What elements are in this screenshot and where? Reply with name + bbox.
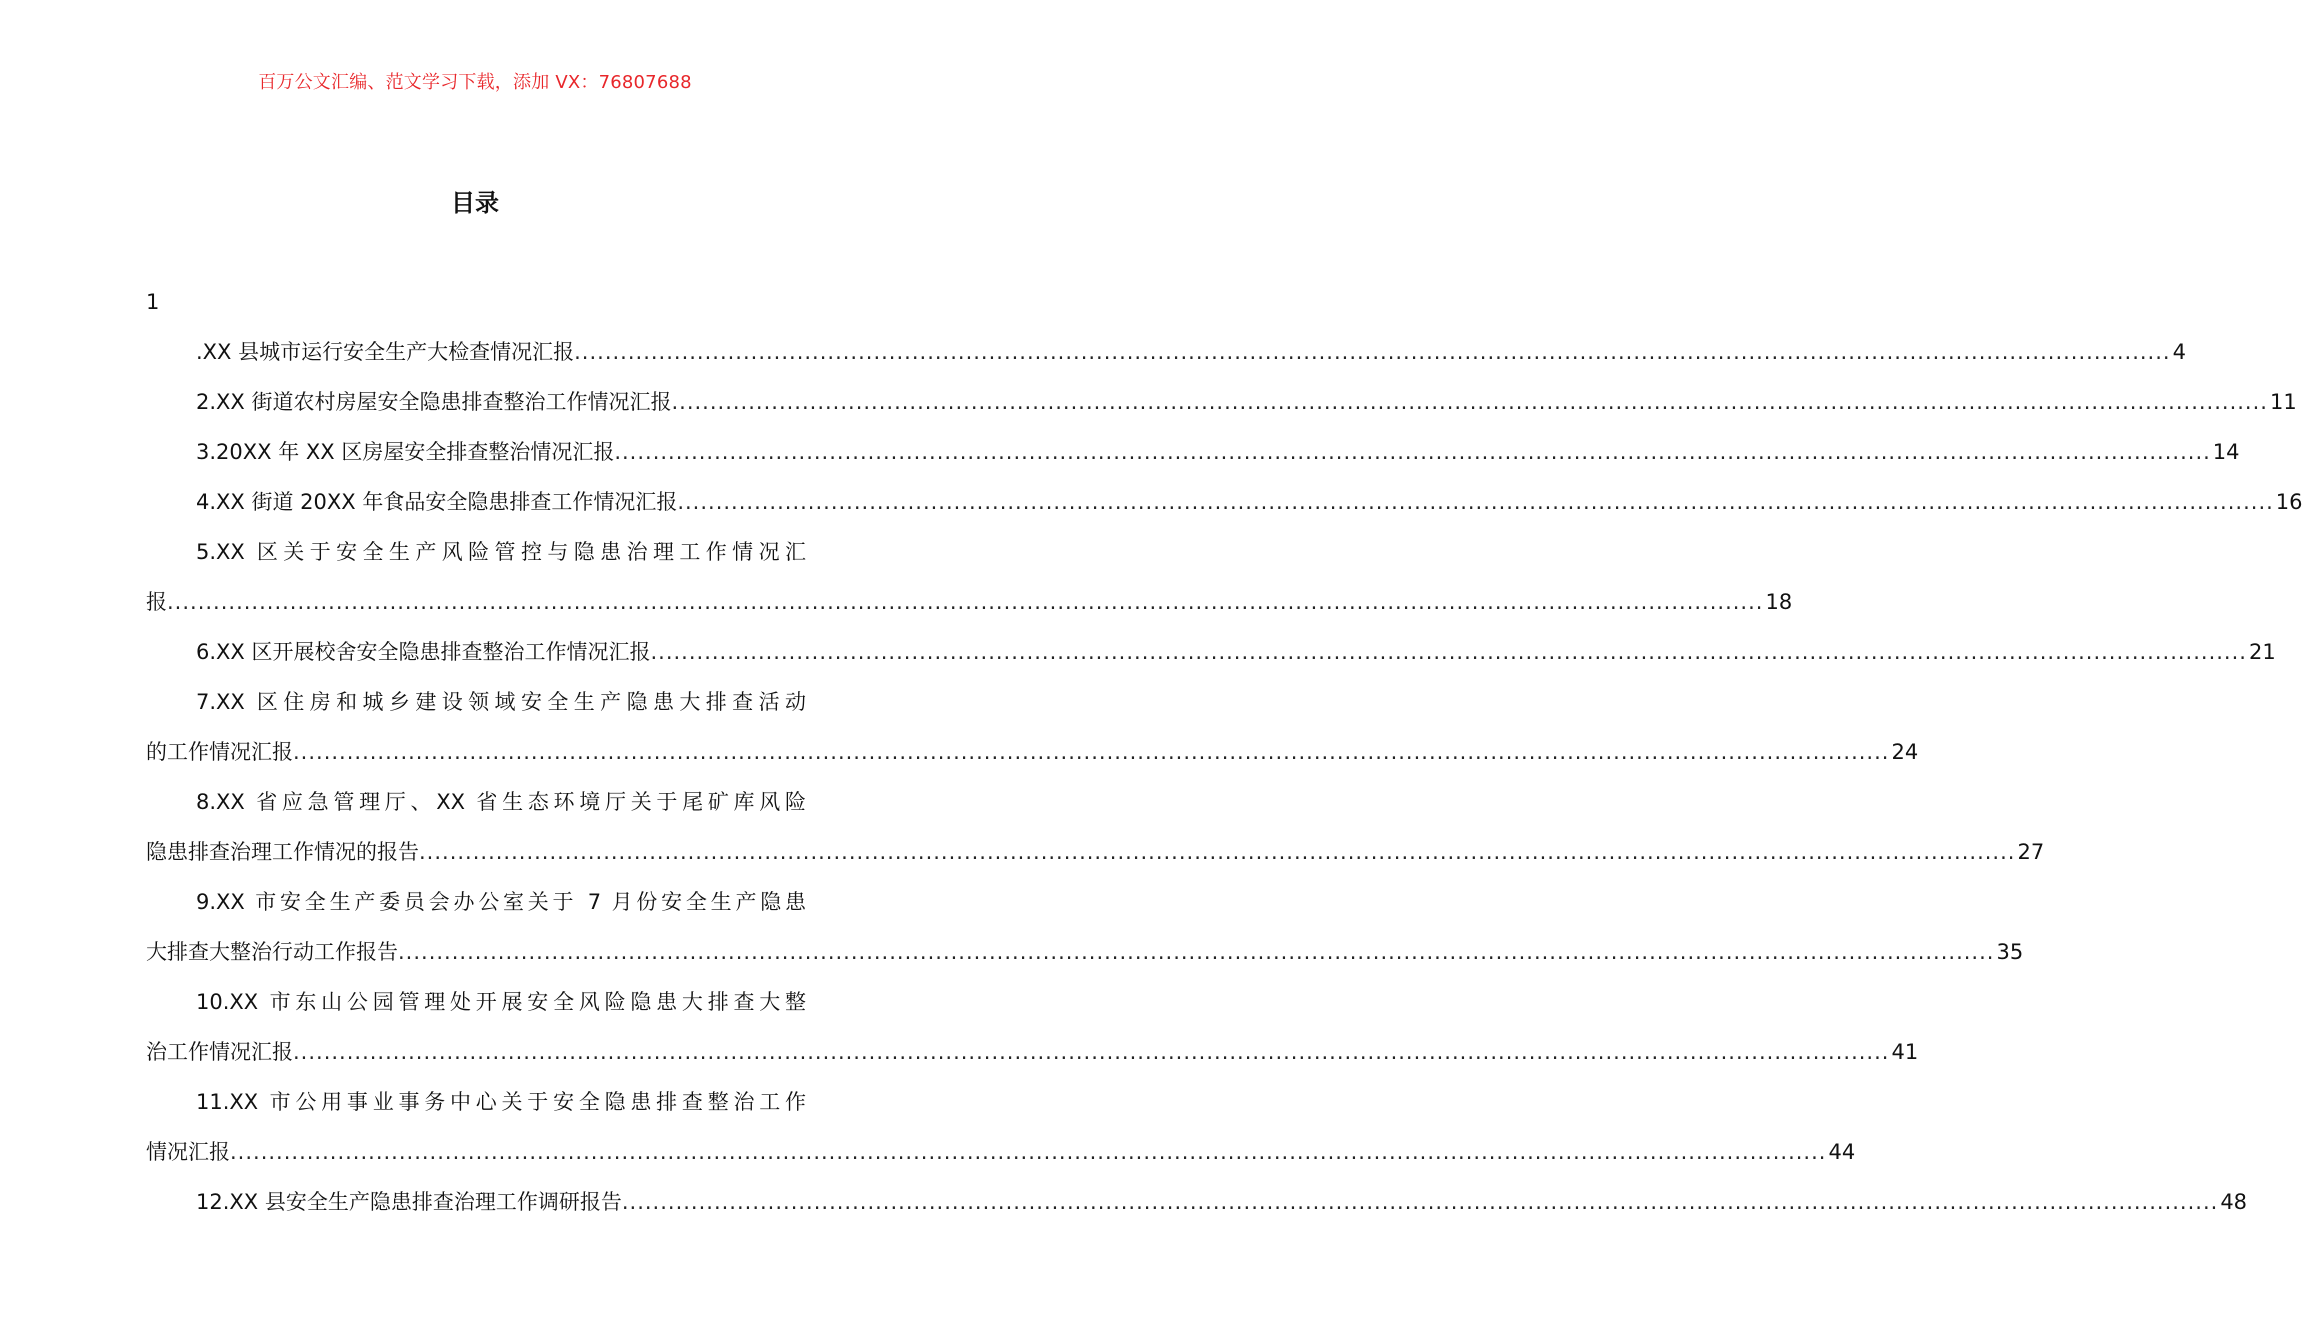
toc-entry[interactable] xyxy=(196,782,806,822)
toc-leader-dots xyxy=(677,482,2273,522)
toc-entry-title: 8.XX 省应急管理厅、XX 省生态环境厅关于尾矿库风险 xyxy=(196,790,806,814)
toc-entry-title: 的工作情况汇报 xyxy=(146,740,293,764)
toc-leader-dots xyxy=(622,1182,2218,1222)
toc-leader-dots xyxy=(293,1032,1889,1072)
toc-entry-title: 大排查大整治行动工作报告 xyxy=(146,940,398,964)
toc-entry-page: 35 xyxy=(1996,940,2024,964)
toc-entry-page: 4 xyxy=(2172,340,2186,364)
toc-entry[interactable] xyxy=(196,882,806,922)
toc-leader-dots xyxy=(230,1132,1826,1172)
toc-entry-continuation[interactable] xyxy=(146,732,1919,772)
page-title: 目录 xyxy=(451,189,499,217)
toc-leader-dots xyxy=(614,432,2210,472)
toc-entry[interactable] xyxy=(196,1082,806,1122)
toc-leader-dots xyxy=(167,582,1763,622)
toc-entry-title: 6.XX 区开展校舍安全隐患排查整治工作情况汇报 xyxy=(196,640,651,664)
toc-entry[interactable] xyxy=(196,482,2303,522)
toc-entry[interactable] xyxy=(196,982,806,1022)
toc-lead-number: 1 xyxy=(146,290,160,314)
toc-entry-title: 2.XX 街道农村房屋安全隐患排查整治工作情况汇报 xyxy=(196,390,672,414)
toc-entry-title: 隐患排查治理工作情况的报告 xyxy=(146,840,419,864)
toc-entry-title: .XX 县城市运行安全生产大检查情况汇报 xyxy=(196,340,575,364)
toc-leader-dots xyxy=(419,832,2015,872)
toc-entry[interactable] xyxy=(196,1182,2248,1222)
toc-entry[interactable] xyxy=(196,682,806,722)
toc-entry-title: 9.XX 市安全生产委员会办公室关于 7 月份安全生产隐患 xyxy=(196,890,806,914)
toc-entry[interactable] xyxy=(196,382,2297,422)
toc-entry-page: 41 xyxy=(1891,1040,1919,1064)
toc-leader-dots xyxy=(574,332,2170,372)
toc-entry-title: 4.XX 街道 20XX 年食品安全隐患排查工作情况汇报 xyxy=(196,490,678,514)
toc-entry-continuation[interactable] xyxy=(146,582,1793,622)
toc-leader-dots xyxy=(398,932,1994,972)
toc-entry-page: 44 xyxy=(1828,1140,1856,1164)
toc-entry-title: 7.XX 区住房和城乡建设领域安全生产隐患大排查活动 xyxy=(196,690,806,714)
toc-entry-page: 14 xyxy=(2212,440,2240,464)
toc-entry-continuation[interactable] xyxy=(146,1132,1856,1172)
toc-entry-page: 27 xyxy=(2017,840,2045,864)
toc-entry-page: 18 xyxy=(1765,590,1793,614)
toc-leader-dots xyxy=(650,632,2246,672)
toc-entry-title: 12.XX 县安全生产隐患排查治理工作调研报告 xyxy=(196,1190,622,1214)
toc-entry[interactable] xyxy=(196,632,2276,672)
toc-entry-title: 情况汇报 xyxy=(146,1140,230,1164)
toc-entry-title: 11.XX 市公用事业事务中心关于安全隐患排查整治工作 xyxy=(196,1090,806,1114)
toc-entry-title: 3.20XX 年 XX 区房屋安全排查整治情况汇报 xyxy=(196,440,615,464)
toc-leader-dots xyxy=(293,732,1889,772)
toc-entry-page: 16 xyxy=(2275,490,2303,514)
toc-entry-page: 21 xyxy=(2248,640,2276,664)
toc-entry-page: 11 xyxy=(2269,390,2297,414)
toc-entry-continuation[interactable] xyxy=(146,932,2024,972)
toc-entry[interactable] xyxy=(196,532,806,572)
toc-entry-continuation[interactable] xyxy=(146,832,2045,872)
toc-entry-continuation[interactable] xyxy=(146,1032,1919,1072)
toc-entry-title: 治工作情况汇报 xyxy=(146,1040,293,1064)
toc-entry-title: 5.XX 区关于安全生产风险管控与隐患治理工作情况汇 xyxy=(196,540,806,564)
toc-leader-dots xyxy=(671,382,2267,422)
toc-entry-page: 48 xyxy=(2220,1190,2248,1214)
toc-entry-title: 报 xyxy=(146,590,167,614)
header-banner: 百万公文汇编、范文学习下载，添加 VX：76807688 xyxy=(258,72,692,93)
toc-entry[interactable] xyxy=(196,432,2240,472)
toc-entry-page: 24 xyxy=(1891,740,1919,764)
toc-entry[interactable] xyxy=(196,332,2186,372)
toc-entry-title: 10.XX 市东山公园管理处开展安全风险隐患大排查大整 xyxy=(196,990,806,1014)
